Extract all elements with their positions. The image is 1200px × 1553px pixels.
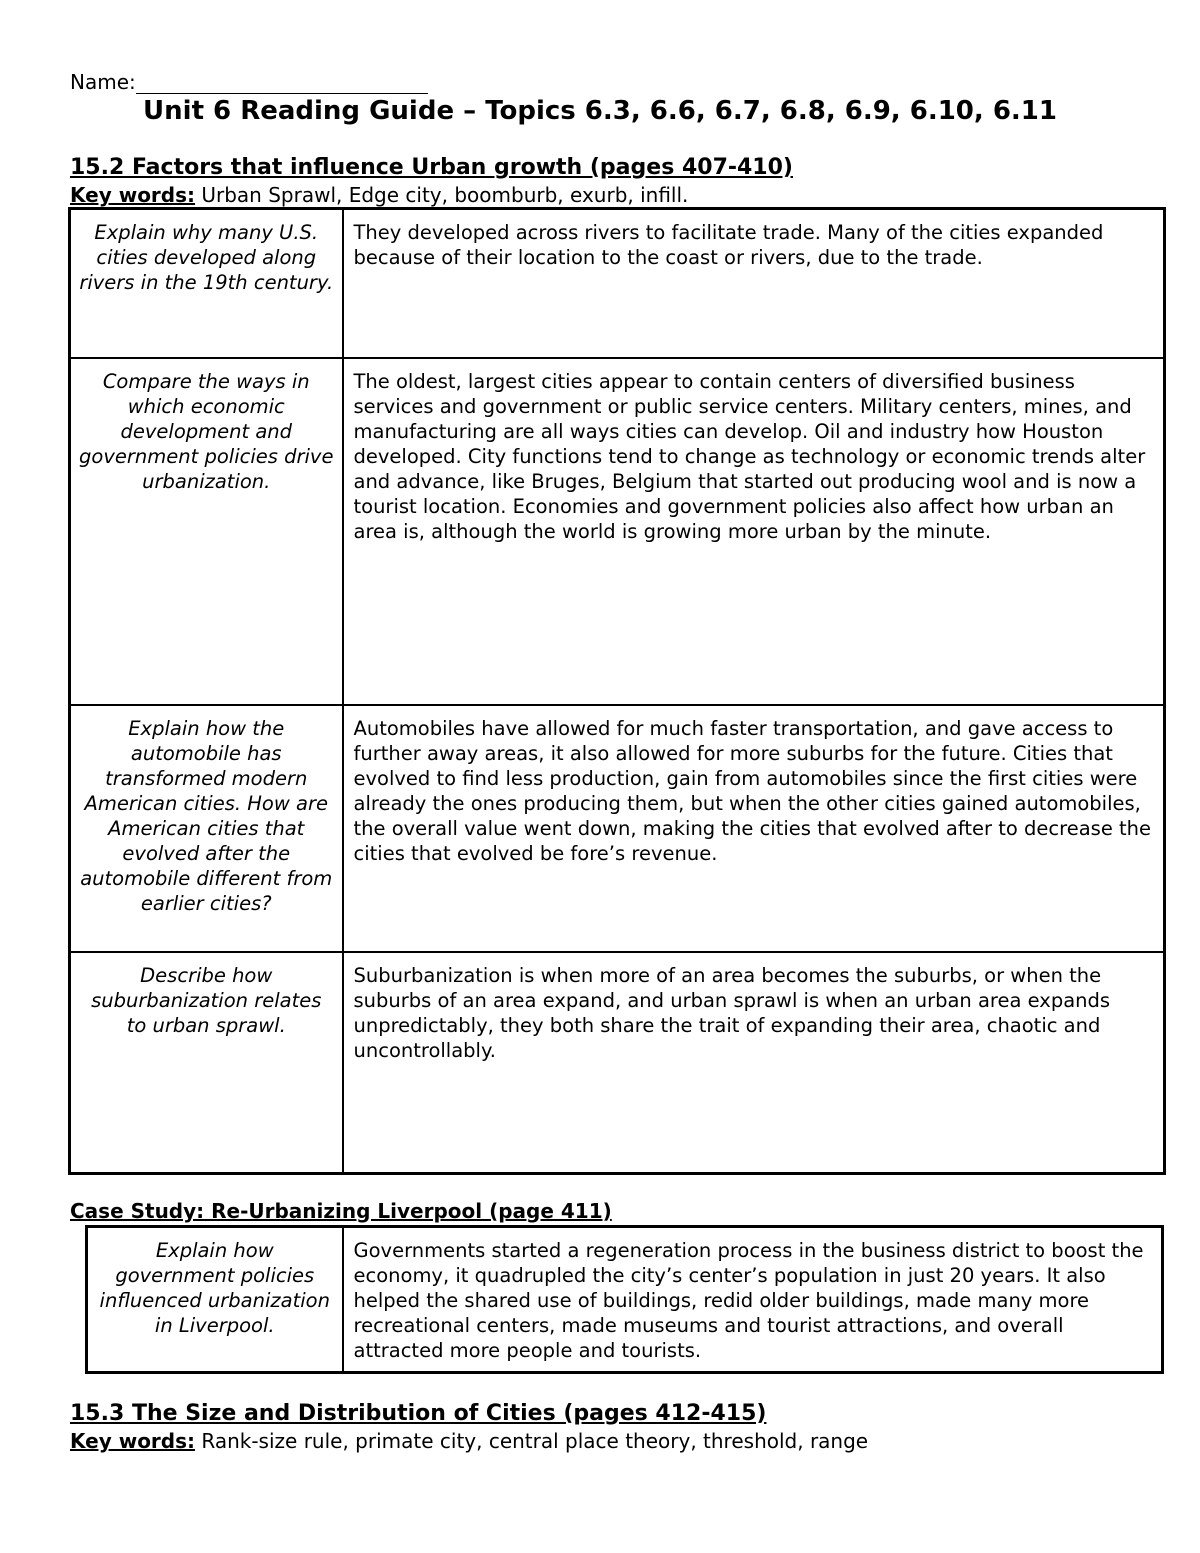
answer-cell: Suburbanization is when more of an area becomes the suburbs, or when the suburbs of an area expand, and urban sprawl is when an urban area expands unpredictably, they both share the trait of expanding their area, chaotic and uncontrollably. bbox=[343, 952, 1165, 1174]
answer-cell: They developed across rivers to facilitate trade. Many of the cities expanded because of their location to the coast or rivers, due to the trade. bbox=[343, 209, 1165, 358]
section-table-15-2 bbox=[68, 207, 1166, 1175]
answer-cell: Automobiles have allowed for much faster transportation, and gave access to further away areas, it also allowed for more suburbs for the future. Cities that evolved to find less production, gain from automobiles since the first cities were already the ones producing them, but when the other cities gained automobiles, the overall value went down, making the cities that evolved after to decrease the cities that evolved be fore’s revenue. bbox=[343, 705, 1165, 952]
section-keywords-15-3 bbox=[70, 1429, 868, 1453]
question-cell: Describe how suburbanization relates to urban sprawl. bbox=[70, 952, 343, 1174]
name-blank-line[interactable] bbox=[136, 71, 428, 94]
answer-cell: Governments started a regeneration process in the business district to boost the economy, it quadrupled the city’s center’s population in just 20 years. It also helped the shared use of buildings, redid older buildings, made many more recreational centers, made museums and tourist attractions, and overall attracted more people and tourists. bbox=[343, 1227, 1163, 1373]
page-title: Unit 6 Reading Guide – Topics 6.3, 6.6, 6.7, 6.8, 6.9, 6.10, 6.11 bbox=[143, 96, 1057, 126]
keywords-label: Key words: bbox=[70, 1429, 196, 1453]
keywords-text: Urban Sprawl, Edge city, boomburb, exurb, infill. bbox=[195, 183, 689, 207]
table-row bbox=[70, 952, 1165, 1174]
keywords-label: Key words: bbox=[70, 183, 196, 207]
section-heading-15-2: 15.2 Factors that influence Urban growth (pages 407-410) bbox=[70, 155, 793, 180]
question-cell: Explain how the automobile has transformed modern American cities. How are American cities that evolved after the automobile different from earlier cities? bbox=[70, 705, 343, 952]
name-label: Name: bbox=[70, 70, 136, 94]
keywords-text: Rank-size rule, primate city, central place theory, threshold, range bbox=[195, 1429, 869, 1453]
section-heading-15-3: 15.3 The Size and Distribution of Cities (pages 412-415) bbox=[70, 1401, 767, 1426]
answer-cell: The oldest, largest cities appear to contain centers of diversified business services and government or public service centers. Military centers, mines, and manufacturing are all ways cities can develop. Oil and industry how Houston developed. City functions tend to change as technology or economic trends alter and advance, like Bruges, Belgium that started out producing wool and is now a tourist location. Economies and government policies also affect how urban an area is, although the world is growing more urban by the minute. bbox=[343, 358, 1165, 705]
question-cell: Explain why many U.S. cities developed along rivers in the 19th century. bbox=[70, 209, 343, 358]
question-cell: Compare the ways in which economic development and government policies drive urbanization. bbox=[70, 358, 343, 705]
table-row bbox=[87, 1227, 1163, 1373]
name-field bbox=[70, 70, 428, 94]
question-cell: Explain how government policies influenced urbanization in Liverpool. bbox=[87, 1227, 343, 1373]
case-study-heading: Case Study: Re-Urbanizing Liverpool (page 411) bbox=[70, 1199, 612, 1223]
table-row bbox=[70, 358, 1165, 705]
table-row bbox=[70, 705, 1165, 952]
case-study-table bbox=[85, 1225, 1164, 1374]
table-row bbox=[70, 209, 1165, 358]
section-keywords-15-2 bbox=[70, 183, 688, 207]
